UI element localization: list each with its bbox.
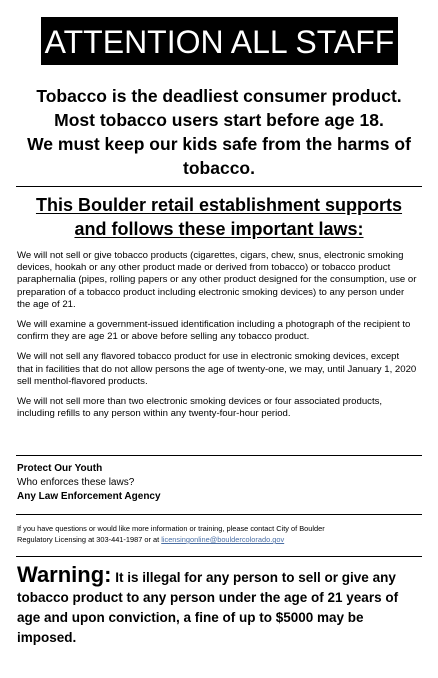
contact-line-2-text: Regulatory Licensing at 303-441-1987 or at (17, 535, 162, 544)
contact-email-link[interactable]: licensingonline@bouldercolorado.gov (161, 535, 285, 544)
contact-line-1: If you have questions or would like more information or training, please contact City of Boulder (17, 524, 325, 533)
divider-contact (16, 514, 422, 515)
laws-list (17, 250, 417, 428)
warning-text-first: It is illegal for any person to sell or give (111, 570, 369, 585)
laws-heading-line-1: This Boulder retail establishment supports (35, 195, 403, 215)
law-paragraph: We will examine a government-issued identification including a photograph of the recipient to confirm they are age 21 or above before selling any tobacco product. (17, 319, 411, 343)
headline-line-4: tobacco. (183, 158, 255, 178)
attention-banner: ATTENTION ALL STAFF (41, 17, 398, 65)
headline-line-3: We must keep our kids safe from the harms of (27, 134, 411, 154)
headline-line-1: Tobacco is the deadliest consumer product. (36, 86, 402, 106)
warning-text-rest: any tobacco product to any person under the age of 21 years of age and upon conviction, a fine of up to $5000 may be imposed. (17, 570, 399, 645)
warning-section (17, 563, 422, 648)
protect-section (17, 462, 417, 504)
divider-protect (16, 455, 422, 456)
divider-warning (16, 556, 422, 557)
contact-line-2 (17, 534, 422, 545)
law-paragraph: We will not sell more than two electronic smoking devices or four associated products, including refills to any person within any twenty-four-hour period. (17, 396, 383, 420)
protect-question: Who enforces these laws? (17, 477, 135, 488)
headline (10, 84, 428, 180)
warning-label: Warning: (17, 562, 112, 587)
law-paragraph: We will not sell or give tobacco products (cigarettes, cigars, chew, snus, electronic smoking devices, hookah or any other product made or derived from tobacco) or tobacco product paraphernalia (pipes, rolling papers or any other product designed for the consumption, use or preparation of a tobacco product including electronic smoking devices) to any person under the age of 21. (17, 250, 417, 310)
headline-line-2: Most tobacco users start before age 18. (54, 110, 384, 130)
laws-heading-line-2: and follows these important laws: (74, 219, 364, 239)
law-paragraph: We will not sell any flavored tobacco product for use in electronic smoking devices, except that in facilities that do not allow persons the age of twenty-one, we may, until January 1, 2020 sell menthol-flavored products. (17, 351, 417, 387)
protect-title: Protect Our Youth (17, 463, 103, 474)
divider-top (16, 186, 422, 187)
laws-heading (10, 193, 428, 241)
contact-note (17, 523, 422, 545)
protect-answer: Any Law Enforcement Agency (17, 491, 161, 502)
